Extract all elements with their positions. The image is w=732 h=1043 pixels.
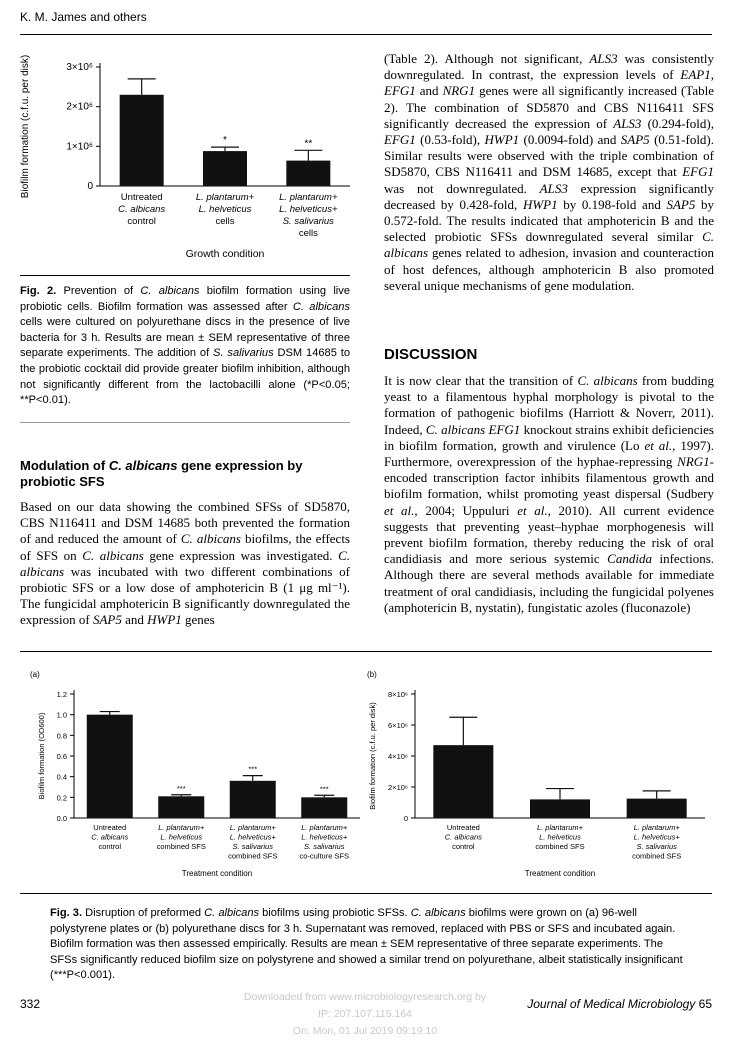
bar <box>87 715 133 818</box>
text-run: knockout strains exhibit deficiencies in biofilm formation, growth and virulence (Lo <box>384 421 714 453</box>
text-run: (Table 2). Although not significant, <box>384 51 590 66</box>
significance-label: *** <box>176 783 186 793</box>
y-tick-label: 0 <box>87 181 93 192</box>
y-tick-label: 0.8 <box>56 731 67 741</box>
text-run: , 2010). All current evidence suggests that preventing yeast–hyphae morphogenesis will prevent biofilm formation, thereby reducing the risk of oral candidiasis and more serious systemic <box>384 502 714 567</box>
category-label: co-culture SFS <box>299 851 350 861</box>
text-run: C. albicans <box>108 458 178 473</box>
category-label: L. helveticus+ <box>229 832 276 842</box>
text-run: C. albicans <box>577 373 638 388</box>
x-axis-label: Treatment condition <box>181 869 253 878</box>
y-tick-label: 0.6 <box>56 752 67 761</box>
watermark-line: IP: 207.107.115.164 <box>318 1008 412 1020</box>
text-run: NRG1 <box>677 454 710 470</box>
text-run: C. albicans EFG1 <box>425 421 521 437</box>
text-run: Modulation of <box>20 458 109 473</box>
figure-2-bottom-rule <box>20 422 350 423</box>
text-run: Fig. 2. <box>20 285 57 297</box>
text-run: , <box>710 67 714 83</box>
text-run: C. albicans <box>384 229 714 261</box>
figure-3-top-rule <box>20 651 712 652</box>
x-axis-label: Treatment condition <box>524 869 596 878</box>
category-label: S. salivarius <box>282 216 334 227</box>
category-label: control <box>127 216 156 227</box>
text-run: (0.294-fold), <box>641 115 714 131</box>
text-run: C. albicans <box>82 547 144 563</box>
category-label: C. albicans <box>118 204 166 215</box>
text-run: Disruption of preformed <box>82 907 205 919</box>
text-run: S. salivarius <box>213 347 274 360</box>
text-run: by 0.572-fold. The results indicated that amphotericin B and the selected probiotic SFSs downregulated several similar <box>384 196 714 245</box>
text-run: et al. <box>644 437 673 453</box>
category-label: S. salivarius <box>636 842 677 851</box>
y-tick-label: 1.0 <box>56 710 67 720</box>
bar <box>158 796 204 818</box>
text-run: , 2004; Uppuluri <box>414 502 518 518</box>
text-run: NRG1 <box>442 83 476 99</box>
text-run: by 0.198-fold and <box>557 196 667 212</box>
figure-2-caption <box>20 284 350 409</box>
y-tick-label: 1.2 <box>56 690 67 699</box>
bar <box>120 95 164 186</box>
significance-label: *** <box>319 784 329 794</box>
right-column-body <box>384 51 714 294</box>
text-run: SAP5 <box>92 612 122 628</box>
journal-name: Journal of Medical Microbiology <box>527 997 696 1011</box>
y-axis-label: Biofilm formation (c.f.u. per disk) <box>20 54 31 199</box>
text-run: was not downregulated. <box>384 180 540 196</box>
watermark-line: On: Mon, 01 Jul 2019 09:19:10 <box>292 1025 438 1037</box>
text-run: from budding yeast to a filamentous hyphal morphology is pivotal to the formation of pathogenic biofilms (Harriott & Noverr, 2011). Indeed, <box>384 373 715 437</box>
category-label: L. helveticus <box>539 832 581 842</box>
category-label: combined SFS <box>632 851 682 861</box>
category-label: Untreated <box>93 823 127 832</box>
text-run: genes related to adhesion, invasion and counteraction of host defences, although amphotericin B also promoted several unique mechanisms of gene modulation. <box>384 245 714 293</box>
text-run: , 1997). Furthermore, overexpression of the hyphae-repressing <box>384 437 714 470</box>
download-watermark <box>200 989 530 1040</box>
category-label: control <box>452 842 475 851</box>
text-run: cells were cultured on polyurethane discs in the presence of live bacteria for 3 h. Results are mean ± SEM representative of three separate experiments. The addition of <box>20 316 350 360</box>
bar <box>286 161 330 186</box>
bar <box>433 745 493 818</box>
y-tick-label: 0.0 <box>56 814 67 823</box>
category-label: C. albicans <box>91 832 129 842</box>
discussion-heading: DISCUSSION <box>384 346 478 363</box>
text-run: genes were all significantly increased (Table 2). The combination of SD5870 and CBS N116411 SFS significantly decreased the expression of <box>384 83 714 131</box>
bar <box>530 799 590 818</box>
figure-3-caption <box>50 906 690 984</box>
running-head-author: K. M. James and others <box>20 10 147 24</box>
category-label: L. plantarum+ <box>301 823 348 832</box>
text-run: EFG1 <box>384 132 416 148</box>
text-run: ALS3 <box>613 115 642 131</box>
y-tick-label: 0.2 <box>56 793 67 803</box>
text-run: C. albicans <box>20 547 350 579</box>
category-label: L. helveticus+ <box>301 832 348 842</box>
category-label: L. helveticus+ <box>279 204 338 215</box>
text-run: C. albicans <box>292 300 350 313</box>
left-column-body <box>20 499 350 629</box>
category-label: C. albicans <box>444 832 482 842</box>
text-run: (0.0094-fold) and <box>519 132 621 148</box>
y-tick-label: 3×10⁶ <box>66 62 93 73</box>
text-run: It is now clear that the transition of <box>384 373 578 388</box>
text-run: C. albicans <box>410 907 466 919</box>
category-label: cells <box>215 216 235 227</box>
text-run: infections. Although there are several methods available for immediate treatment of oral candidiasis, including the fungicidal polyenes (amphotericin B, nystatin), fungistatic azoles (fluconazole) <box>384 551 715 615</box>
journal-volume: 65 <box>698 997 712 1011</box>
y-tick-label: 2×10⁶ <box>66 101 93 113</box>
text-run: and <box>121 612 148 628</box>
text-run: EAP1 <box>680 67 711 83</box>
text-run: EFG1 <box>384 83 416 99</box>
bar <box>230 781 276 818</box>
y-tick-label: 0.4 <box>56 772 67 782</box>
text-run: Candida <box>607 551 652 567</box>
page-header <box>20 8 712 35</box>
category-label: S. salivarius <box>304 842 345 851</box>
text-run: Fig. 3. <box>50 907 83 919</box>
text-run: was incubated with two different combinations of probiotic SFS or a low dose of amphotericin B (1 μg ml⁻¹). The fungicidal amphotericin B significantly downregulated the expression of <box>20 563 350 628</box>
text-run: C. albicans <box>180 531 241 547</box>
category-label: combined SFS <box>535 842 585 851</box>
y-axis-label: Biofilm formation (OD600) <box>37 712 46 800</box>
figure-3a-chart <box>30 664 360 884</box>
category-label: Untreated <box>120 192 163 203</box>
y-tick-label: 4×10⁶ <box>388 752 408 761</box>
figure-3b-chart <box>365 664 705 884</box>
category-label: L. plantarum+ <box>195 192 255 203</box>
text-run: DSM 14685 to the probiotic cocktail did provide greater biofilm inhibition, although not significantly different from the lactobacilli alone (*P<0.05; **P<0.01). <box>20 347 350 407</box>
text-run: -encoded transcription factor inhibits filamentous growth and biofilm formation, whilst promoting yeast dispersal (Sudbery <box>384 454 714 502</box>
y-tick-label: 6×10⁶ <box>388 721 408 730</box>
text-run: (0.51-fold). Similar results were observed with the triple combination of SD5870, CBS N116411 and DSM 14685, except that <box>384 132 715 180</box>
section-heading <box>20 458 350 490</box>
text-run: Prevention of <box>56 285 141 297</box>
category-label: L. helveticus <box>160 832 203 842</box>
text-run: C. albicans <box>140 285 200 297</box>
watermark-line: Downloaded from www.microbiologyresearch.org by <box>243 991 487 1003</box>
journal-footer <box>527 997 712 1011</box>
text-run: SAP5 <box>620 132 650 148</box>
text-run: biofilms using probiotic SFSs. <box>259 907 411 919</box>
page-number: 332 <box>20 997 41 1011</box>
text-run: and <box>415 83 443 99</box>
text-run: SAP5 <box>666 196 696 212</box>
figure-2-chart <box>20 52 350 272</box>
text-run: ALS3 <box>589 51 618 66</box>
category-label: control <box>98 842 122 851</box>
y-tick-label: 2×10⁶ <box>388 783 408 792</box>
text-run: et al. <box>517 502 548 518</box>
category-label: L. helveticus <box>198 204 252 215</box>
category-label: L. helveticus+ <box>633 832 680 842</box>
bar <box>627 799 687 818</box>
text-run: HWP1 <box>147 612 182 628</box>
text-run: (0.53-fold), <box>415 132 485 148</box>
figure-3-rule <box>20 893 712 894</box>
text-run: et al. <box>384 502 415 518</box>
y-tick-label: 8×10⁶ <box>388 690 408 699</box>
text-run: gene expression by probiotic SFS <box>20 458 303 489</box>
text-run: was consistently downregulated. In contrast, the expression levels of <box>384 51 714 83</box>
text-run: ALS3 <box>539 180 568 196</box>
y-tick-label: 1×10⁶ <box>66 141 93 153</box>
category-label: cells <box>298 228 318 239</box>
significance-label: ** <box>304 138 313 150</box>
text-run: Based on our data showing the combined SFSs of SD5870, CBS N116411 and DSM 14685 both prevented the formation of and reduced the amount of <box>20 499 350 547</box>
category-label: L. plantarum+ <box>158 823 205 832</box>
x-axis-label: Growth condition <box>185 248 265 260</box>
text-run: HWP1 <box>484 132 520 148</box>
text-run: biofilms, the effects of SFS on <box>20 531 350 563</box>
text-run: biofilm formation using live probiotic cells. Biofilm formation was assessed after <box>20 285 350 313</box>
text-run: gene expression was investigated. <box>143 547 339 563</box>
category-label: L. plantarum+ <box>279 192 338 203</box>
category-label: Untreated <box>446 823 480 832</box>
text-run: expression significantly decreased by 0.428-fold, <box>384 180 714 212</box>
text-run: C. albicans <box>204 907 260 919</box>
panel-label: (a) <box>30 670 40 679</box>
category-label: L. plantarum+ <box>536 823 584 832</box>
text-run: EFG1 <box>682 164 714 180</box>
discussion-body <box>384 373 714 616</box>
category-label: combined SFS <box>156 842 206 851</box>
significance-label: *** <box>248 764 258 774</box>
text-run: biofilms were grown on (a) 96-well polystyrene plates or (b) polyurethane discs for 3 h. Supernatant was removed, replaced with PBS or SFS and incubated again. Biofilm formation was then assessed empirically. Results are mean ± SEM representative of three separate experiments. The SFSs significantly reduced biofilm size on polystyrene and showed a similar trend on polyurethane, albeit statistically insignificant (***P<0.001). <box>50 907 683 982</box>
category-label: L. plantarum+ <box>633 823 680 832</box>
text-run: HWP1 <box>522 196 558 212</box>
category-label: L. plantarum+ <box>229 823 276 832</box>
y-axis-label: Biofilm formation (c.f.u. per disk) <box>368 702 377 810</box>
bar <box>301 797 347 818</box>
bar <box>203 151 247 186</box>
figure-2-rule <box>20 275 350 276</box>
y-tick-label: 0 <box>403 814 408 823</box>
panel-label: (b) <box>367 670 377 679</box>
category-label: combined SFS <box>228 851 278 861</box>
text-run: genes <box>181 612 215 628</box>
category-label: S. salivarius <box>232 842 273 851</box>
significance-label: * <box>223 135 227 147</box>
